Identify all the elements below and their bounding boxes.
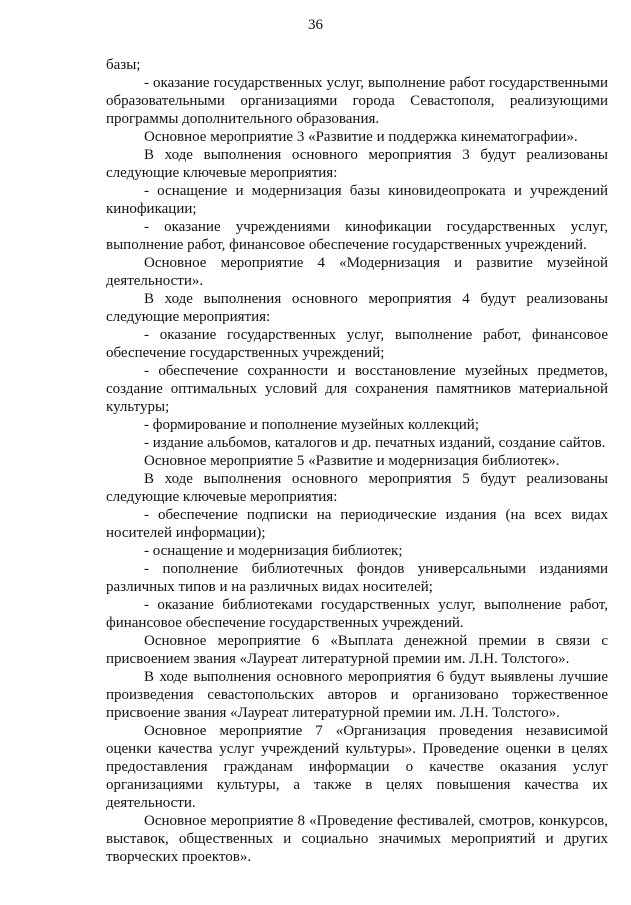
paragraph: Основное мероприятие 7 «Организация проведения независимой оценки качества услуг учреждений культуры». Проведение оценки в целях предоставления гражданам информации о качестве оказания услуг организациями культуры, а также в целях повышения качества их деятельности. [106,723,608,811]
paragraph: - оказание библиотеками государственных услуг, выполнение работ, финансовое обеспечение государственных учреждений. [106,597,608,631]
paragraph: Основное мероприятие 3 «Развитие и поддержка кинематографии». [144,129,578,145]
paragraph: - формирование и пополнение музейных коллекций; [144,417,479,433]
paragraph: Основное мероприятие 4 «Модернизация и развитие музейной деятельности». [106,255,608,289]
paragraph: - обеспечение сохранности и восстановление музейных предметов, создание оптимальных условий для сохранения памятников материальной культуры; [106,363,608,415]
document-body [106,56,608,866]
paragraph: - пополнение библиотечных фондов универсальными изданиями различных типов и на различных видах носителей; [106,561,608,595]
paragraph: базы; [106,57,141,73]
paragraph: Основное мероприятие 6 «Выплата денежной премии в связи с присвоением звания «Лауреат литературной премии им. Л.Н. Толстого». [106,633,608,667]
paragraph: - оснащение и модернизация базы киновидеопроката и учреждений кинофикации; [106,183,608,217]
paragraph: В ходе выполнения основного мероприятия 5 будут реализованы следующие ключевые мероприятия: [106,471,608,505]
paragraph: - издание альбомов, каталогов и др. печатных изданий, создание сайтов. [144,435,606,451]
paragraph: В ходе выполнения основного мероприятия 6 будут выявлены лучшие произведения севастопольских авторов и организовано торжественное присвоение звания «Лауреат литературной премии им. Л.Н. Толстого». [106,669,608,721]
paragraph: Основное мероприятие 8 «Проведение фестивалей, смотров, конкурсов, выставок, общественных и социально значимых мероприятий и других творческих проектов». [106,813,608,865]
page-number: 36 [308,17,323,33]
paragraph: В ходе выполнения основного мероприятия 3 будут реализованы следующие ключевые мероприятия: [106,147,608,181]
paragraph: - оснащение и модернизация библиотек; [144,543,403,559]
paragraph: - оказание учреждениями кинофикации государственных услуг, выполнение работ, финансовое обеспечение государственных учреждений. [106,219,608,253]
paragraph: Основное мероприятие 5 «Развитие и модернизация библиотек». [144,453,560,469]
paragraph: - обеспечение подписки на периодические издания (на всех видах носителей информации); [106,507,608,541]
paragraph: В ходе выполнения основного мероприятия 4 будут реализованы следующие мероприятия: [106,291,608,325]
paragraph: - оказание государственных услуг, выполнение работ, финансовое обеспечение государственных учреждений; [106,327,608,361]
paragraph: - оказание государственных услуг, выполнение работ государственными образовательными организациями города Севастополя, реализующими программы дополнительного образования. [106,75,608,127]
